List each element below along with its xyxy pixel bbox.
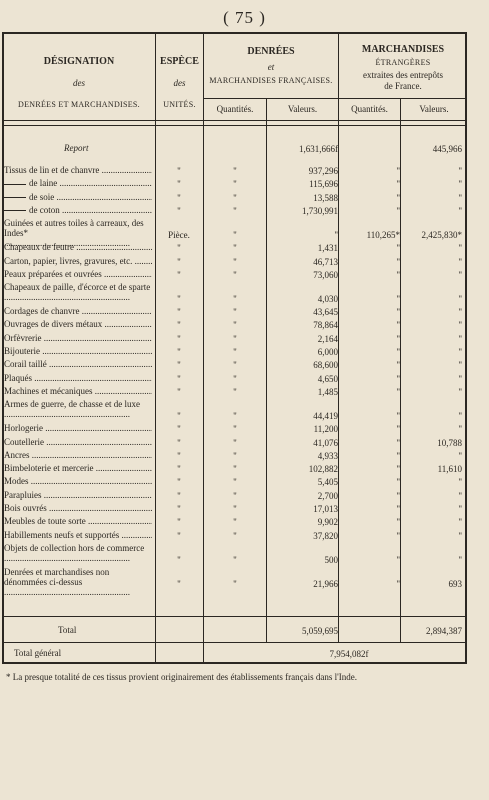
row-label — [4, 451, 152, 461]
cell-dv: 41,076 — [313, 437, 338, 448]
cell-dq: " — [233, 490, 237, 501]
total-rule — [2, 616, 467, 617]
cell-dq: " — [233, 243, 237, 254]
cell-mq: " — [396, 256, 400, 267]
cell-dv: 500 — [324, 554, 338, 565]
cell-mv: " — [458, 450, 462, 461]
cell-dv: 102,882 — [308, 464, 338, 475]
cell-esp: " — [177, 307, 181, 318]
cell-esp: " — [177, 294, 181, 305]
header-denrees: DENRÉES — [247, 46, 295, 57]
cell-dq: " — [233, 166, 237, 176]
header-quantites-denrees: Quantités. — [216, 104, 254, 114]
cell-esp: " — [177, 411, 181, 422]
subheader-rule — [203, 98, 467, 99]
report-label: Report — [64, 144, 89, 153]
total-general-rule — [2, 642, 467, 643]
row-label — [4, 531, 152, 541]
cell-esp: " — [177, 554, 181, 565]
cell-dv: 5,405 — [317, 477, 338, 488]
cell-mq: " — [396, 294, 400, 305]
cell-esp: " — [177, 269, 181, 280]
row-label — [4, 517, 152, 527]
cell-mv: 693 — [448, 578, 462, 589]
cell-mv: " — [458, 347, 462, 357]
cell-esp: " — [177, 256, 181, 267]
header-quantites-marchandises: Quantités. — [351, 104, 388, 114]
row-label — [4, 374, 152, 384]
cell-mv: " — [458, 554, 462, 565]
cell-mv: " — [458, 320, 462, 331]
row-label — [4, 387, 152, 397]
cell-dv: 937,296 — [308, 166, 338, 176]
col-rule-marchandises — [338, 32, 339, 642]
cell-mv: " — [458, 192, 462, 203]
row-label — [4, 438, 152, 448]
cell-mv: " — [458, 256, 462, 267]
cell-dq: " — [233, 437, 237, 448]
header-unites: UNITÉS. — [163, 100, 196, 109]
cell-dv: 9,902 — [317, 517, 338, 528]
row-label — [4, 320, 152, 330]
cell-dq: " — [233, 205, 237, 216]
cell-dv: 1,485 — [317, 386, 338, 397]
cell-dv: 37,820 — [313, 530, 338, 541]
cell-dv: 4,650 — [317, 373, 338, 384]
row-label — [4, 257, 152, 267]
col-rule-espece — [155, 32, 156, 664]
cell-dq: " — [233, 517, 237, 528]
row-label — [4, 206, 152, 216]
cell-dv: 11,200 — [313, 424, 338, 435]
row-label-text: Denrées et marchandises non dénommées ci-dessus — [4, 567, 110, 587]
cell-dq: " — [233, 504, 237, 514]
cell-dv: 43,645 — [313, 307, 338, 318]
row-label — [4, 307, 152, 317]
row-label — [4, 568, 152, 598]
cell-dq: " — [233, 333, 237, 344]
total-general-label: Total général — [14, 649, 62, 658]
cell-dv: " — [334, 230, 338, 241]
cell-dq: " — [233, 530, 237, 541]
cell-esp: " — [177, 179, 181, 190]
cell-dv: 17,013 — [313, 504, 338, 514]
row-label-text: Tissus de lin et de chanvre — [4, 166, 100, 175]
cell-mv: 11,610 — [437, 464, 462, 475]
row-label-text: Horlogerie — [4, 424, 43, 434]
cell-dq: " — [233, 386, 237, 397]
row-label-text: Peaux préparées et ouvrées — [4, 269, 102, 279]
row-label — [4, 334, 152, 344]
cell-dv: 115,696 — [309, 179, 338, 190]
cell-esp: " — [177, 517, 181, 528]
cell-mq: " — [396, 424, 400, 435]
cell-esp: " — [177, 424, 181, 435]
header-espece-des: des — [173, 78, 186, 88]
cell-mq: " — [396, 517, 400, 528]
cell-dv: 4,933 — [317, 450, 338, 461]
header-extraites-line1: extraites des entrepôts — [363, 70, 443, 80]
row-label-text: Chapeaux de paille, d'écorce et de sparte — [4, 283, 151, 293]
cell-esp: " — [177, 320, 181, 331]
report-marchandises-value: 445,966 — [432, 144, 462, 154]
report-denrees-value: 1,631,666f — [299, 144, 338, 154]
header-des: des — [73, 78, 85, 88]
cell-dq: " — [233, 230, 237, 241]
cell-mq: " — [396, 464, 400, 475]
row-label — [4, 270, 152, 280]
cell-esp: " — [177, 504, 181, 514]
cell-dv: 4,030 — [317, 294, 338, 305]
total-label: Total — [58, 626, 77, 635]
row-label-text: Objets de collection hors de commerce — [4, 543, 145, 553]
header-marchandises: MARCHANDISES — [361, 44, 445, 55]
cell-dq: " — [233, 578, 237, 589]
total-denrees-value: 5,059,695 — [302, 626, 338, 636]
total-marchandises-value: 2,894,387 — [426, 626, 462, 636]
cell-esp: " — [177, 192, 181, 203]
body-start-rule — [2, 125, 467, 126]
cell-mq: " — [396, 530, 400, 541]
row-label-text: Cordages de chanvre — [4, 307, 80, 317]
cell-mq: " — [396, 437, 400, 448]
cell-dq: " — [233, 554, 237, 565]
row-label-text: Bois ouvrés — [4, 504, 47, 513]
row-label-text: Plaqués — [4, 373, 32, 383]
header-valeurs-marchandises: Valeurs. — [419, 104, 449, 114]
row-label-text: Coutellerie — [4, 437, 44, 447]
header-valeurs-denrees: Valeurs. — [287, 104, 318, 114]
row-label — [4, 193, 152, 203]
cell-mq: " — [396, 504, 400, 514]
header-et: et — [267, 62, 275, 72]
cell-dq: " — [233, 424, 237, 435]
cell-dv: 1,730,991 — [302, 205, 338, 216]
row-label-text: Ouvrages de divers métaux — [4, 320, 103, 330]
cell-esp: " — [177, 347, 181, 357]
cell-mq: " — [396, 360, 400, 371]
header-designation: DÉSIGNATION — [43, 56, 115, 67]
row-label-text: de soie — [29, 192, 55, 202]
row-label — [4, 400, 152, 420]
row-label-text: de laine — [29, 179, 58, 189]
row-label-text: Orfèvrerie — [4, 333, 42, 343]
cell-mv: " — [458, 477, 462, 488]
cell-mq: " — [396, 243, 400, 254]
cell-mq: " — [396, 192, 400, 203]
cell-esp: " — [177, 205, 181, 216]
cell-dq: " — [233, 192, 237, 203]
cell-dq: " — [233, 360, 237, 371]
cell-mv: " — [458, 205, 462, 216]
cell-dv: 13,588 — [313, 192, 338, 203]
cell-dq: " — [233, 477, 237, 488]
cell-mv: 2,425,830* — [421, 230, 462, 241]
cell-dv: 46,713 — [313, 256, 338, 267]
header-bottom-rule — [2, 120, 467, 121]
row-label-text: Ancres — [4, 450, 30, 460]
cell-mv: " — [458, 411, 462, 422]
cell-mq: " — [396, 333, 400, 344]
cell-esp: " — [177, 333, 181, 344]
cell-mq: " — [396, 179, 400, 190]
cell-mv: " — [458, 243, 462, 254]
row-label-text: Chapeaux de feutre — [4, 243, 74, 253]
row-label — [4, 544, 152, 564]
cell-dv: 2,700 — [317, 490, 338, 501]
cell-dq: " — [233, 256, 237, 267]
cell-dq: " — [233, 373, 237, 384]
header-marchandises-francaises: MARCHANDISES FRANÇAISES. — [209, 76, 333, 85]
cell-mv: " — [458, 294, 462, 305]
total-general-value: 7,954,082f — [329, 649, 369, 659]
cell-dv: 44,419 — [313, 411, 338, 422]
row-label — [4, 347, 152, 357]
cell-mv: " — [458, 490, 462, 501]
cell-esp: " — [177, 243, 181, 254]
cell-mq: " — [396, 450, 400, 461]
cell-dq: " — [233, 411, 237, 422]
cell-mq: " — [396, 307, 400, 318]
row-label — [4, 504, 152, 514]
cell-mq: " — [396, 205, 400, 216]
cell-esp: " — [177, 530, 181, 541]
cell-mv: " — [458, 424, 462, 435]
header-etrangeres: ÉTRANGÈRES — [375, 58, 431, 67]
cell-dq: " — [233, 347, 237, 357]
cell-mq: " — [396, 411, 400, 422]
cell-dv: 73,060 — [313, 269, 338, 280]
row-label — [4, 360, 152, 370]
row-label — [4, 464, 152, 474]
ditto-dash — [4, 184, 26, 185]
cell-mv: " — [458, 307, 462, 318]
cell-mq: " — [396, 386, 400, 397]
row-label-text: Habillements neufs et supportés — [4, 530, 120, 540]
cell-dv: 78,864 — [313, 320, 338, 331]
row-label-text: Bijouterie — [4, 347, 40, 356]
cell-mq: " — [396, 477, 400, 488]
col-rule-denrees-inner — [266, 98, 267, 642]
row-label — [4, 477, 152, 487]
cell-mq: " — [396, 347, 400, 357]
row-label — [4, 179, 152, 189]
cell-dq: " — [233, 320, 237, 331]
cell-mv: " — [458, 333, 462, 344]
row-label — [4, 424, 152, 434]
header-extraites-line2: de France. — [384, 81, 422, 91]
row-label-text: Bimbeloterie et mercerie — [4, 464, 94, 474]
row-label-text: Parapluies — [4, 490, 42, 500]
cell-mv: 10,788 — [437, 437, 462, 448]
row-label-text: Modes — [4, 477, 29, 487]
row-label — [4, 166, 152, 176]
cell-esp: " — [177, 360, 181, 371]
cell-mq: " — [396, 320, 400, 331]
cell-mq: " — [396, 554, 400, 565]
row-label-text: Armes de guerre, de chasse et de luxe — [4, 400, 140, 410]
cell-dq: " — [233, 450, 237, 461]
cell-mq: " — [396, 490, 400, 501]
ditto-dash — [4, 197, 26, 198]
header-espece: ESPÈCE — [160, 56, 199, 67]
cell-esp: " — [177, 437, 181, 448]
cell-dv: 1,431 — [317, 243, 338, 254]
cell-dv: 6,000 — [317, 347, 338, 357]
ditto-dash — [4, 210, 26, 211]
row-label — [4, 491, 152, 501]
cell-mq: " — [396, 166, 400, 176]
cell-dv: 2,164 — [317, 333, 338, 344]
row-label-text: Carton, papier, livres, gravures, etc. — [4, 256, 133, 266]
cell-mq: " — [396, 373, 400, 384]
row-label-text: Guinées et autres toiles à carreaux, des Indes* — [4, 219, 144, 239]
cell-dq: " — [233, 269, 237, 280]
cell-esp: " — [177, 450, 181, 461]
cell-dq: " — [233, 179, 237, 190]
row-label — [4, 243, 152, 253]
cell-mv: " — [458, 530, 462, 541]
cell-mv: " — [458, 360, 462, 371]
cell-mv: " — [458, 179, 462, 190]
cell-mv: " — [458, 386, 462, 397]
cell-mv: " — [458, 504, 462, 514]
cell-esp: " — [177, 166, 181, 176]
cell-dq: " — [233, 307, 237, 318]
cell-esp: Pièce. — [168, 230, 190, 241]
footnote: * La presque totalité de ces tissus provient originairement des établissements français dans l'Inde. — [6, 672, 358, 682]
cell-esp: " — [177, 477, 181, 488]
cell-dq: " — [233, 464, 237, 475]
cell-mv: " — [458, 166, 462, 176]
row-label-text: de coton — [29, 205, 60, 215]
cell-esp: " — [177, 490, 181, 501]
cell-mq: 110,265* — [366, 230, 400, 241]
cell-mq: " — [396, 269, 400, 280]
cell-dv: 21,966 — [313, 578, 338, 589]
cell-mv: " — [458, 373, 462, 384]
cell-mq: " — [396, 578, 400, 589]
cell-esp: " — [177, 578, 181, 589]
cell-dv: 68,600 — [313, 360, 338, 371]
header-denrees-marchandises: DENRÉES ET MARCHANDISES. — [18, 100, 140, 109]
row-label-text: Meubles de toute sorte — [4, 517, 86, 527]
row-label — [4, 283, 152, 303]
cell-mv: " — [458, 269, 462, 280]
cell-dq: " — [233, 294, 237, 305]
cell-esp: " — [177, 386, 181, 397]
col-rule-marchandises-inner — [400, 98, 401, 642]
row-label-text: Machines et mécaniques — [4, 386, 93, 396]
page-number: ( 75 ) — [223, 8, 266, 27]
cell-esp: " — [177, 464, 181, 475]
cell-mv: " — [458, 517, 462, 528]
cell-esp: " — [177, 373, 181, 384]
row-label-text: Corail taillé — [4, 360, 47, 370]
